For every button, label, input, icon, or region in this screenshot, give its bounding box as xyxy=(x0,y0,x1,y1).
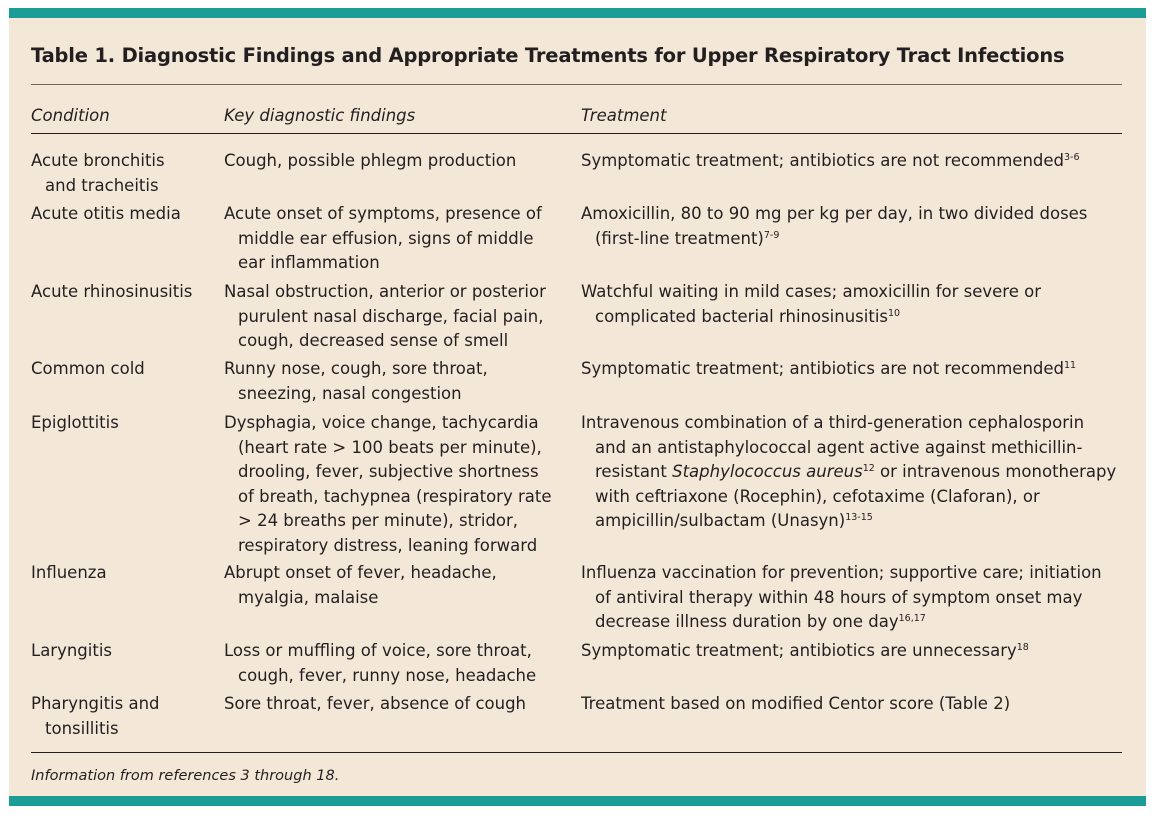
table-title: Table 1. Diagnostic Findings and Appropriate Treatments for Upper Respiratory Tract Infections xyxy=(31,44,1065,67)
cell-line: Acute bronchitis xyxy=(31,151,165,170)
cell-line: Influenza vaccination for prevention; supportive care; initiation xyxy=(581,563,1102,582)
table-row-findings xyxy=(224,280,574,354)
cell-line xyxy=(581,460,1126,485)
cell-line: and an antistaphylococcal agent active against methicillin- xyxy=(595,437,1083,457)
cell-text: decrease illness duration by one day xyxy=(595,612,899,631)
table-row-condition xyxy=(31,149,221,198)
table-row-condition xyxy=(31,639,221,664)
cell-line: Intravenous combination of a third-generation cephalosporin xyxy=(581,413,1085,432)
cell-line: Cough, possible phlegm production xyxy=(224,151,517,170)
cell-text: resistant xyxy=(595,462,673,481)
table-row-condition xyxy=(31,202,221,227)
cell-line: Acute onset of symptoms, presence of xyxy=(224,204,542,223)
reference-superscript: 16,17 xyxy=(898,613,926,624)
cell-line: Nasal obstruction, anterior or posterior xyxy=(224,282,546,301)
reference-superscript: 13-15 xyxy=(845,512,873,523)
table-row-treatment xyxy=(581,149,1126,174)
table-footnote: Information from references 3 through 18. xyxy=(31,768,340,784)
cell-line: drooling, fever, subjective shortness xyxy=(238,462,539,481)
table-row-condition xyxy=(31,692,221,741)
cell-line: middle ear effusion, signs of middle xyxy=(238,228,534,248)
reference-superscript: 18 xyxy=(1016,642,1029,653)
reference-superscript: 11 xyxy=(1064,360,1077,371)
cell-line xyxy=(581,227,1126,252)
cell-line: Amoxicillin, 80 to 90 mg per kg per day, in two divided doses xyxy=(581,204,1088,223)
table-row-treatment xyxy=(581,692,1126,717)
table-row-findings xyxy=(224,639,574,688)
table-row-treatment xyxy=(581,411,1126,534)
cell-line: > 24 breaths per minute), stridor, xyxy=(238,511,519,530)
cell-line: Treatment based on modified Centor score (Table 2) xyxy=(581,694,1011,713)
column-header-condition: Condition xyxy=(31,106,110,125)
cell-line: Common cold xyxy=(31,359,145,378)
cell-line: Acute otitis media xyxy=(31,204,181,223)
table-row-findings xyxy=(224,561,574,610)
cell-line: Loss or muffling of voice, sore throat, xyxy=(224,641,532,660)
table-row-findings xyxy=(224,149,574,174)
reference-superscript: 12 xyxy=(862,463,875,474)
table-row-findings xyxy=(224,202,574,276)
cell-line: Watchful waiting in mild cases; amoxicillin for severe or xyxy=(581,282,1041,301)
cell-line: Laryngitis xyxy=(31,641,113,660)
reference-superscript: 3-6 xyxy=(1064,152,1080,163)
cell-line: ear inflammation xyxy=(238,253,380,272)
column-header-treatment: Treatment xyxy=(581,106,667,125)
cell-line xyxy=(581,305,1126,330)
cell-line xyxy=(581,509,1126,534)
cell-line: (heart rate > 100 beats per minute), xyxy=(238,437,542,457)
table-row-findings xyxy=(224,357,574,406)
cell-line: tonsillitis xyxy=(45,718,119,738)
cell-text: Symptomatic treatment; antibiotics are unnecessary xyxy=(581,641,1017,660)
bottom-rule xyxy=(31,752,1122,753)
column-header-findings: Key diagnostic findings xyxy=(224,106,416,125)
cell-line: cough, decreased sense of smell xyxy=(238,331,509,350)
cell-line: cough, fever, runny nose, headache xyxy=(238,665,537,685)
cell-line: sneezing, nasal congestion xyxy=(238,383,462,403)
table-row-findings xyxy=(224,411,574,558)
cell-line xyxy=(581,610,1126,635)
table-row-condition xyxy=(31,561,221,586)
cell-text: Symptomatic treatment; antibiotics are not recommended xyxy=(581,359,1065,378)
cell-line: purulent nasal discharge, facial pain, xyxy=(238,306,544,326)
cell-line xyxy=(581,149,1126,174)
cell-line: respiratory distress, leaning forward xyxy=(238,535,538,555)
cell-text: (first-line treatment) xyxy=(595,228,764,248)
reference-superscript: 7-9 xyxy=(763,229,780,241)
table-row-treatment xyxy=(581,639,1126,664)
cell-line: Sore throat, fever, absence of cough xyxy=(224,694,527,713)
cell-line: Influenza xyxy=(31,563,107,582)
cell-text: or intravenous monotherapy xyxy=(874,462,1117,481)
cell-line: Abrupt onset of fever, headache, xyxy=(224,563,497,582)
cell-line: Pharyngitis and xyxy=(31,694,160,713)
table-row-treatment xyxy=(581,280,1126,329)
table-row-treatment xyxy=(581,357,1126,382)
cell-text: Symptomatic treatment; antibiotics are not recommended xyxy=(581,151,1065,170)
table-row-treatment xyxy=(581,202,1126,251)
table-panel xyxy=(9,8,1146,806)
cell-line: Dysphagia, voice change, tachycardia xyxy=(224,413,539,432)
cell-line: Epiglottitis xyxy=(31,413,119,432)
cell-line: of antiviral therapy within 48 hours of symptom onset may xyxy=(595,587,1083,607)
cell-text: complicated bacterial rhinosinusitis xyxy=(595,306,889,326)
cell-line: of breath, tachypnea (respiratory rate xyxy=(238,486,552,506)
species-name: Staphylococcus aureus xyxy=(672,462,863,481)
cell-line xyxy=(581,357,1126,382)
cell-line: with ceftriaxone (Rocephin), cefotaxime (Claforan), or xyxy=(595,486,1040,506)
title-rule xyxy=(31,84,1122,85)
table-row-condition xyxy=(31,357,221,382)
cell-line: and tracheitis xyxy=(45,175,159,195)
table-row-treatment xyxy=(581,561,1126,635)
cell-line: Runny nose, cough, sore throat, xyxy=(224,359,488,378)
reference-superscript: 10 xyxy=(888,307,901,319)
table-row-condition xyxy=(31,280,221,305)
cell-line: myalgia, malaise xyxy=(238,587,379,607)
table-row-findings xyxy=(224,692,574,717)
cell-text: ampicillin/sulbactam (Unasyn) xyxy=(595,511,846,530)
cell-line xyxy=(581,639,1126,664)
table-row-condition xyxy=(31,411,221,436)
header-rule xyxy=(31,133,1122,134)
cell-line: Acute rhinosinusitis xyxy=(31,282,193,301)
